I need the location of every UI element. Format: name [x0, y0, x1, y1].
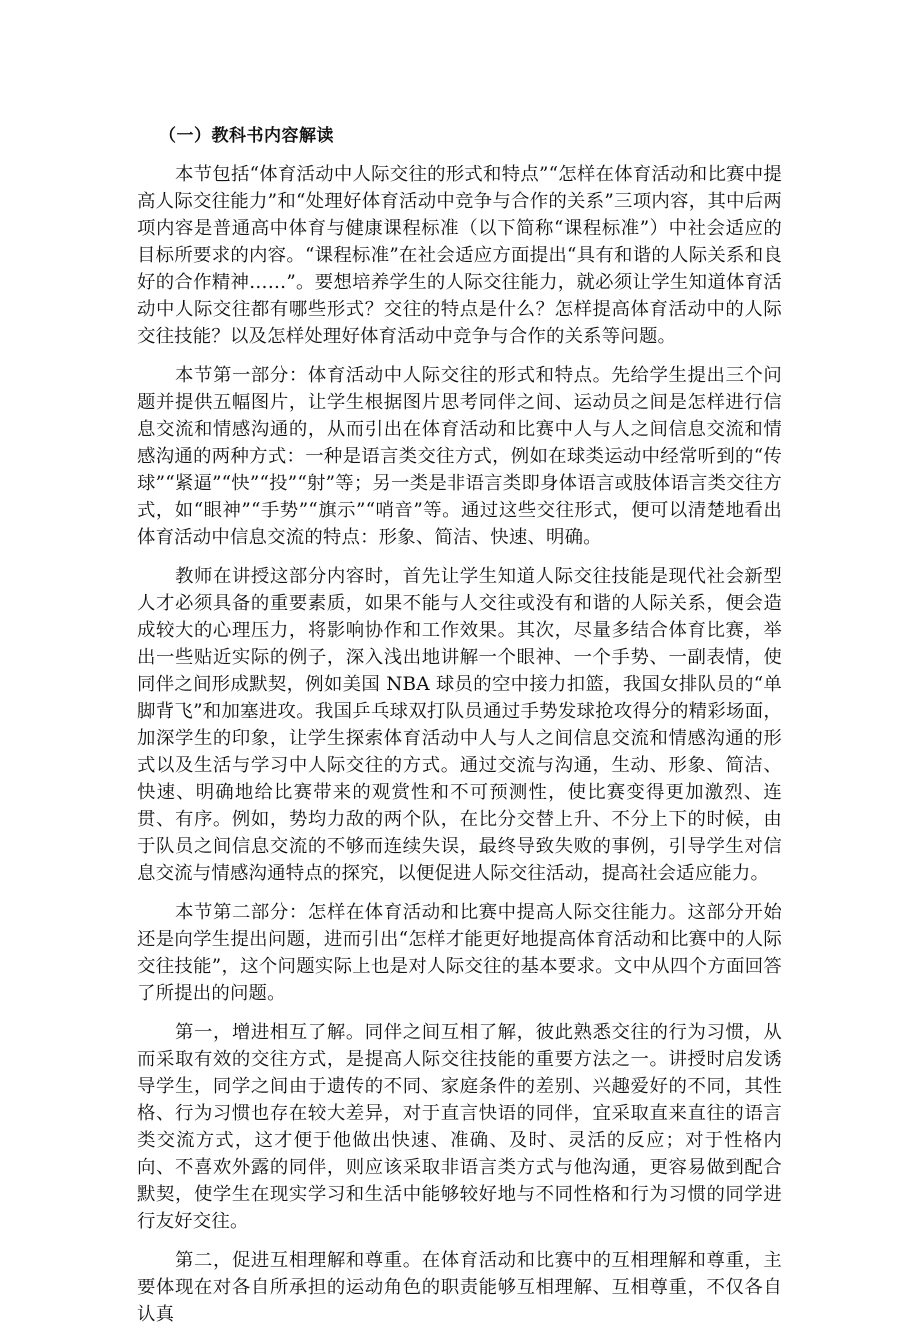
document-page [137, 123, 782, 1328]
paragraph: 第二，促进互相理解和尊重。在体育活动和比赛中的互相理解和尊重，主要体现在对各自所承担的运动角色的职责能够互相理解、互相尊重，不仅各自认真 [137, 1250, 782, 1325]
paragraph: 本节第一部分：体育活动中人际交往的形式和特点。先给学生提出三个问题并提供五幅图片，让学生根据图片思考同伴之间、运动员之间是怎样进行信息交流和情感沟通的，从而引出在体育活动和比赛中人与人之间信息交流和情感沟通的两种方式：一种是语言类交往方式，例如在球类运动中经常听到的“传球”“紧逼”“快”“投”“射”等；另一类是非语言类即身体语言或肢体语言类交往方式，如“眼神”“手势”“旗示”“哨音”等。通过这些交往形式，便可以清楚地看出体育活动中信息交流的特点：形象、简洁、快速、明确。 [137, 365, 782, 548]
paragraph: 本节包括“体育活动中人际交往的形式和特点”“怎样在体育活动和比赛中提高人际交往能力”和“处理好体育活动中竞争与合作的关系”三项内容，其中后两项内容是普通高中体育与健康课程标准（以下简称“课程标准”）中社会适应的目标所要求的内容。“课程标准”在社会适应方面提出“具有和谐的人际关系和良好的合作精神……”。要想培养学生的人际交往能力，就必须让学生知道体育活动中人际交往都有哪些形式？交往的特点是什么？怎样提高体育活动中的人际交往技能？以及怎样处理好体育活动中竞争与合作的关系等问题。 [137, 164, 782, 347]
paragraph: 本节第二部分：怎样在体育活动和比赛中提高人际交往能力。这部分开始还是向学生提出问题，进而引出“怎样才能更好地提高体育活动和比赛中的人际交往技能”，这个问题实际上也是对人际交往的基本要求。文中从四个方面回答了所提出的问题。 [137, 902, 782, 1004]
paragraph: 教师在讲授这部分内容时，首先让学生知道人际交往技能是现代社会新型人才必须具备的重要素质，如果不能与人交往或没有和谐的人际关系，便会造成较大的心理压力，将影响协作和工作效果。其次，尽量多结合体育比赛，举出一些贴近实际的例子，深入浅出地讲解一个眼神、一个手势、一副表情，使同伴之间形成默契，例如美国 NBA 球员的空中接力扣篮，我国女排队员的“单脚背飞”和加塞进攻。我国乒乓球双打队员通过手势发球抢攻得分的精彩场面，加深学生的印象，让学生探索体育活动中人与人之间信息交流和情感沟通的形式以及生活与学习中人际交往的方式。通过交流与沟通，生动、形象、简洁、快速、明确地给比赛带来的观赏性和不可预测性，使比赛变得更加激烈、连贯、有序。例如，势均力敌的两个队，在比分交替上升、不分上下的时候，由于队员之间信息交流的不够而连续失误，最终导致失败的事例，引导学生对信息交流与情感沟通特点的探究，以便促进人际交往活动，提高社会适应能力。 [137, 566, 782, 884]
section-heading: （一）教科书内容解读 [159, 126, 334, 146]
paragraph: 第一，增进相互了解。同伴之间互相了解，彼此熟悉交往的行为习惯，从而采取有效的交往方式，是提高人际交往技能的重要方法之一。讲授时启发诱导学生，同学之间由于遗传的不同、家庭条件的差别、兴趣爱好的不同，其性格、行为习惯也存在较大差异，对于直言快语的同伴，宜采取直来直往的语言类交流方式，这才便于他做出快速、准确、及时、灵活的反应；对于性格内向、不喜欢外露的同伴，则应该采取非语言类方式与他沟通，更容易做到配合默契，使学生在现实学习和生活中能够较好地与不同性格和行为习惯的同学进行友好交往。 [137, 1022, 782, 1232]
